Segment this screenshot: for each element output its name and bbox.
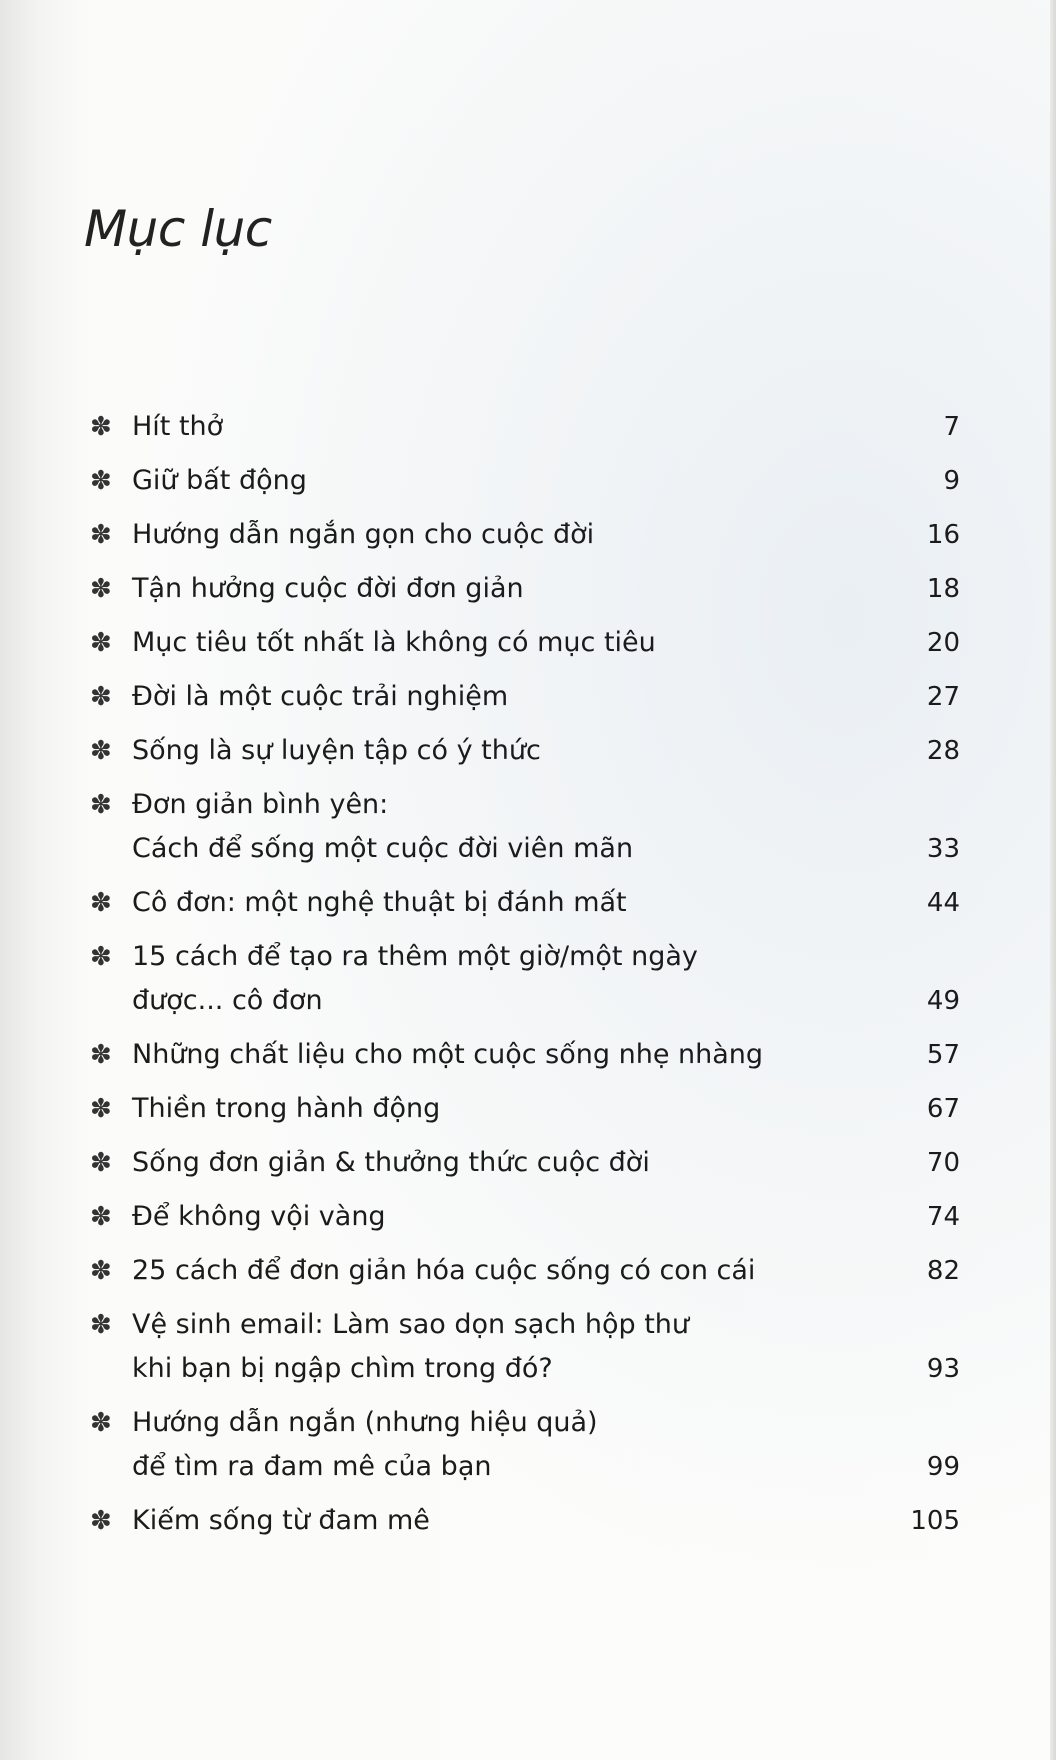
flower-asterisk-icon: ✽: [90, 736, 112, 766]
toc-entry: [90, 930, 960, 1028]
toc-entry-title-line: Kiếm sống từ đam mê: [132, 1505, 430, 1536]
toc-entry-title-line: Giữ bất động: [132, 465, 307, 496]
flower-asterisk-icon: ✽: [90, 682, 112, 712]
flower-asterisk-icon: ✽: [90, 1310, 112, 1340]
toc-entry-title-line: được... cô đơn: [132, 985, 323, 1016]
toc-entry: [90, 1082, 960, 1136]
toc-entry-title: [132, 724, 960, 778]
toc-page-number: 16: [926, 520, 960, 550]
toc-entry-title: [132, 930, 960, 1028]
flower-asterisk-icon: ✽: [90, 1202, 112, 1232]
toc-entry-title: [132, 454, 960, 508]
toc-entry: [90, 508, 960, 562]
toc-page-number: 74: [926, 1202, 960, 1232]
toc-entry: [90, 1494, 960, 1548]
toc-page-number: 70: [926, 1148, 960, 1178]
flower-asterisk-icon: ✽: [90, 628, 112, 658]
toc-entry-title: [132, 616, 960, 670]
toc-entry-title: [132, 1082, 960, 1136]
toc-page-number: 28: [926, 736, 960, 766]
toc-entry-title: [132, 562, 960, 616]
page-edge: [1050, 0, 1056, 1760]
toc-entry: [90, 562, 960, 616]
toc-page-number: 49: [926, 986, 960, 1016]
flower-asterisk-icon: ✽: [90, 412, 112, 442]
toc-entry-title-line: Sống đơn giản & thưởng thức cuộc đời: [132, 1147, 650, 1178]
toc-page-number: 33: [926, 834, 960, 864]
flower-asterisk-icon: ✽: [90, 1094, 112, 1124]
page-title: Mục lục: [84, 200, 272, 258]
toc-entry-title: [132, 670, 960, 724]
toc-entry-title-line: Những chất liệu cho một cuộc sống nhẹ nhàng: [132, 1039, 764, 1070]
toc-entry-title-line: Mục tiêu tốt nhất là không có mục tiêu: [132, 627, 656, 658]
toc-page-number: 82: [926, 1256, 960, 1286]
toc-page-number: 44: [926, 888, 960, 918]
toc-page-number: 18: [926, 574, 960, 604]
toc-entry-title: [132, 1396, 960, 1494]
toc-page-number: 27: [926, 682, 960, 712]
toc-entry-title-line: khi bạn bị ngập chìm trong đó?: [132, 1353, 553, 1384]
toc-page-number: 20: [926, 628, 960, 658]
toc-entry-title: [132, 1190, 960, 1244]
flower-asterisk-icon: ✽: [90, 790, 112, 820]
toc-entry-title: [132, 400, 960, 454]
flower-asterisk-icon: ✽: [90, 1506, 112, 1536]
toc-entry: [90, 1298, 960, 1396]
toc-entry-title: [132, 1028, 960, 1082]
flower-asterisk-icon: ✽: [90, 574, 112, 604]
toc-entry-title: [132, 1298, 960, 1396]
toc-entry-title-line: 15 cách để tạo ra thêm một giờ/một ngày: [132, 941, 698, 972]
flower-asterisk-icon: ✽: [90, 520, 112, 550]
toc-entry-title: [132, 1494, 960, 1548]
toc-page-number: 93: [926, 1354, 960, 1384]
flower-asterisk-icon: ✽: [90, 1256, 112, 1286]
toc-entry: [90, 616, 960, 670]
toc-page-number: 105: [910, 1506, 960, 1536]
toc-page-number: 7: [943, 412, 960, 442]
toc-entry: [90, 400, 960, 454]
toc-entry: [90, 778, 960, 876]
toc-entry: [90, 454, 960, 508]
toc-entry-title: [132, 1244, 960, 1298]
toc-entry-title-line: Tận hưởng cuộc đời đơn giản: [132, 573, 524, 604]
toc-entry-title-line: Đơn giản bình yên:: [132, 789, 389, 820]
flower-asterisk-icon: ✽: [90, 888, 112, 918]
flower-asterisk-icon: ✽: [90, 1148, 112, 1178]
flower-asterisk-icon: ✽: [90, 466, 112, 496]
toc-entry-title-line: Sống là sự luyện tập có ý thức: [132, 735, 541, 766]
toc-entry: [90, 1028, 960, 1082]
toc-entry: [90, 1190, 960, 1244]
toc-entry-title-line: để tìm ra đam mê của bạn: [132, 1451, 492, 1482]
toc-page-number: 57: [926, 1040, 960, 1070]
toc-entry: [90, 670, 960, 724]
toc-entry-title-line: Hướng dẫn ngắn gọn cho cuộc đời: [132, 519, 595, 550]
toc-entry: [90, 1136, 960, 1190]
toc-entry: [90, 1244, 960, 1298]
toc-entry-title-line: Thiền trong hành động: [132, 1093, 441, 1124]
table-of-contents: [90, 400, 960, 1548]
flower-asterisk-icon: ✽: [90, 942, 112, 972]
toc-entry: [90, 724, 960, 778]
toc-entry-title: [132, 508, 960, 562]
toc-entry-title-line: Cách để sống một cuộc đời viên mãn: [132, 833, 634, 864]
toc-page-number: 67: [926, 1094, 960, 1124]
toc-entry-title-line: Hít thở: [132, 411, 224, 442]
flower-asterisk-icon: ✽: [90, 1040, 112, 1070]
toc-entry-title-line: 25 cách để đơn giản hóa cuộc sống có con cái: [132, 1255, 756, 1286]
flower-asterisk-icon: ✽: [90, 1408, 112, 1438]
toc-entry-title-line: Hướng dẫn ngắn (nhưng hiệu quả): [132, 1407, 598, 1438]
toc-entry-title: [132, 778, 960, 876]
toc-entry-title: [132, 1136, 960, 1190]
toc-entry-title-line: Để không vội vàng: [132, 1201, 386, 1232]
toc-entry: [90, 1396, 960, 1494]
toc-entry-title-line: Cô đơn: một nghệ thuật bị đánh mất: [132, 887, 627, 918]
toc-page-number: 99: [926, 1452, 960, 1482]
toc-entry: [90, 876, 960, 930]
toc-page-number: 9: [943, 466, 960, 496]
toc-entry-title-line: Vệ sinh email: Làm sao dọn sạch hộp thư: [132, 1309, 690, 1340]
toc-entry-title-line: Đời là một cuộc trải nghiệm: [132, 681, 509, 712]
toc-entry-title: [132, 876, 960, 930]
